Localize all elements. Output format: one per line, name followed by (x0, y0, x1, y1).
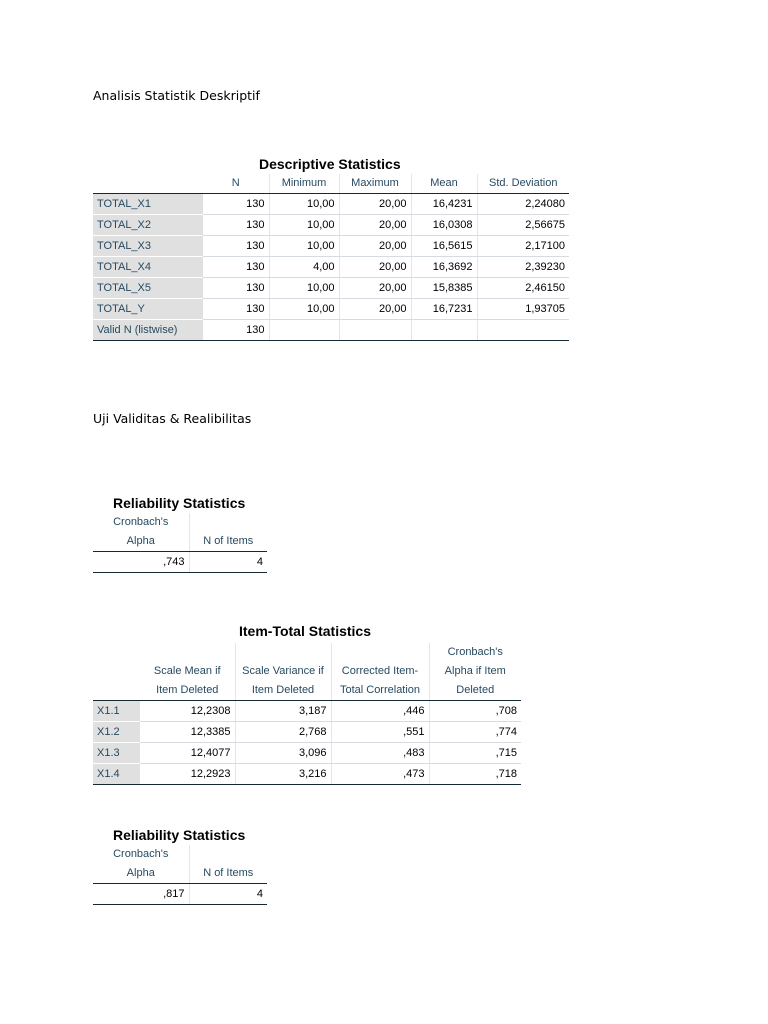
column-header: Scale Mean if (140, 662, 235, 681)
column-header: Item Deleted (140, 681, 235, 701)
table-cell: ,483 (331, 743, 429, 764)
table-cell: 3,216 (235, 764, 331, 785)
reliability-table-title: Reliability Statistics (113, 495, 246, 511)
table-cell: 20,00 (339, 299, 411, 320)
column-header: Mean (411, 174, 477, 194)
column-header: Corrected Item- (331, 662, 429, 681)
row-label: X1.4 (93, 764, 140, 785)
table-cell: 16,4231 (411, 194, 477, 215)
table-cell: 2,17100 (477, 236, 569, 257)
table-row (93, 764, 521, 785)
section-heading-validity: Uji Validitas & Realibilitas (93, 411, 252, 426)
table-header-row (93, 662, 521, 681)
column-header: Deleted (429, 681, 521, 701)
table-cell: 16,3692 (411, 257, 477, 278)
corner-cell (93, 174, 203, 194)
alpha-value: ,817 (93, 884, 189, 905)
row-label: TOTAL_X5 (93, 278, 203, 299)
empty-header-cell (189, 845, 267, 864)
column-header: Total Correlation (331, 681, 429, 701)
table-cell: 10,00 (269, 236, 339, 257)
table-cell (411, 320, 477, 341)
table-cell: 130 (203, 299, 269, 320)
table-cell: 20,00 (339, 236, 411, 257)
table-cell: ,708 (429, 701, 521, 722)
table-cell: 16,7231 (411, 299, 477, 320)
item-total-table-title: Item-Total Statistics (239, 623, 371, 639)
empty-header-cell (189, 513, 267, 532)
column-header: Alpha if Item (444, 665, 506, 677)
table-cell: 3,096 (235, 743, 331, 764)
descriptive-statistics-table (93, 174, 569, 341)
column-header (235, 643, 331, 662)
table-cell: 2,56675 (477, 215, 569, 236)
table-row (93, 278, 569, 299)
table-cell: 2,39230 (477, 257, 569, 278)
n-items-value: 4 (189, 552, 267, 573)
table-cell: 12,2308 (140, 701, 235, 722)
corner-cell (93, 681, 140, 701)
corner-cell (93, 662, 140, 681)
table-header-row (93, 513, 267, 532)
section-heading-descriptive: Analisis Statistik Deskriptif (93, 88, 260, 103)
table-cell: 10,00 (269, 278, 339, 299)
table-cell (477, 320, 569, 341)
row-label: TOTAL_X1 (93, 194, 203, 215)
table-cell: ,446 (331, 701, 429, 722)
table-cell: 20,00 (339, 257, 411, 278)
table-cell: 2,768 (235, 722, 331, 743)
table-cell: 130 (203, 278, 269, 299)
table-cell (269, 320, 339, 341)
column-header: N of Items (189, 864, 267, 884)
column-header: Item Deleted (235, 681, 331, 701)
column-header: N of Items (189, 532, 267, 552)
table-cell: 130 (203, 194, 269, 215)
column-header: Scale Variance if (235, 662, 331, 681)
table-cell: 10,00 (269, 299, 339, 320)
table-cell: 20,00 (339, 215, 411, 236)
table-header-row (93, 864, 267, 884)
table-cell: 10,00 (269, 194, 339, 215)
column-header (140, 643, 235, 662)
table-cell: ,551 (331, 722, 429, 743)
column-header: Cronbach's (93, 845, 189, 864)
column-header: N (203, 174, 269, 194)
table-row (93, 884, 267, 905)
table-cell: 20,00 (339, 278, 411, 299)
table-header-row (93, 643, 521, 662)
row-label: Valid N (listwise) (93, 320, 203, 341)
table-cell: 130 (203, 236, 269, 257)
row-label: TOTAL_X3 (93, 236, 203, 257)
table-cell: 16,0308 (411, 215, 477, 236)
table-cell: 1,93705 (477, 299, 569, 320)
reliability-statistics-table-1 (93, 513, 267, 573)
reliability-table-title-2: Reliability Statistics (113, 827, 246, 843)
item-total-statistics-table (93, 643, 521, 785)
table-cell: ,715 (429, 743, 521, 764)
table-row (93, 215, 569, 236)
table-cell: 130 (203, 320, 269, 341)
table-cell: 16,5615 (411, 236, 477, 257)
row-label: X1.2 (93, 722, 140, 743)
table-row (93, 743, 521, 764)
table-header-row (93, 681, 521, 701)
table-row (93, 299, 569, 320)
table-cell: 12,4077 (140, 743, 235, 764)
table-cell: 20,00 (339, 194, 411, 215)
table-row (93, 257, 569, 278)
alpha-value: ,743 (93, 552, 189, 573)
column-header: Std. Deviation (477, 174, 569, 194)
table-cell: 10,00 (269, 215, 339, 236)
table-cell: 2,46150 (477, 278, 569, 299)
reliability-statistics-table-2 (93, 845, 267, 905)
table-cell: ,774 (429, 722, 521, 743)
n-items-value: 4 (189, 884, 267, 905)
table-row (93, 552, 267, 573)
column-header: Cronbach's (447, 646, 503, 658)
column-header (331, 643, 429, 662)
table-cell: ,718 (429, 764, 521, 785)
table-row (93, 320, 569, 341)
table-header-row (93, 532, 267, 552)
descriptive-table-title: Descriptive Statistics (259, 156, 401, 172)
column-header: Alpha (93, 532, 189, 552)
row-label: TOTAL_X2 (93, 215, 203, 236)
table-cell: ,473 (331, 764, 429, 785)
column-header: Cronbach's (93, 513, 189, 532)
table-header-row (93, 845, 267, 864)
table-row (93, 722, 521, 743)
table-cell: 3,187 (235, 701, 331, 722)
table-row (93, 194, 569, 215)
column-header: Alpha (93, 864, 189, 884)
corner-cell (93, 643, 140, 662)
row-label: X1.3 (93, 743, 140, 764)
row-label: TOTAL_X4 (93, 257, 203, 278)
table-cell: 15,8385 (411, 278, 477, 299)
column-header: Maximum (339, 174, 411, 194)
table-cell: 130 (203, 215, 269, 236)
row-label: TOTAL_Y (93, 299, 203, 320)
table-cell: 12,3385 (140, 722, 235, 743)
column-header: Minimum (269, 174, 339, 194)
table-cell (339, 320, 411, 341)
table-cell: 12,2923 (140, 764, 235, 785)
table-cell: 4,00 (269, 257, 339, 278)
row-label: X1.1 (93, 701, 140, 722)
table-row (93, 701, 521, 722)
table-header-row (93, 174, 569, 194)
table-cell: 130 (203, 257, 269, 278)
table-cell: 2,24080 (477, 194, 569, 215)
table-row (93, 236, 569, 257)
